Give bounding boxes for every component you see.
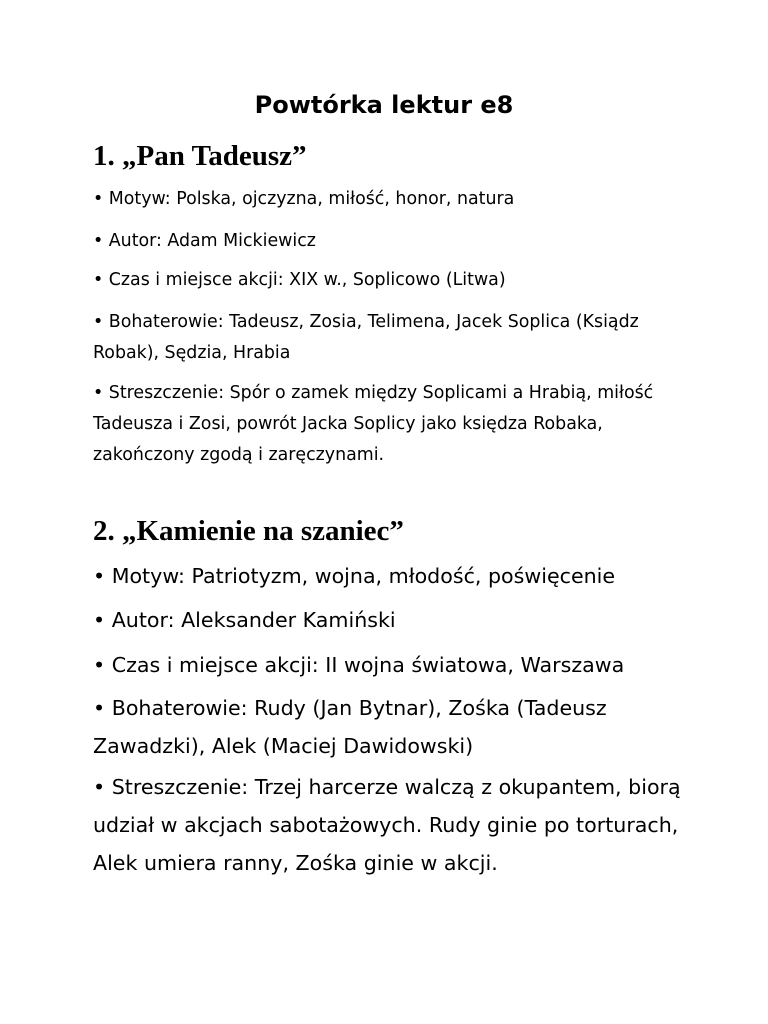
list-item-streszczenie: • Streszczenie: Trzej harcerze walczą z okupantem, biorą udział w akcjach sabotażowych. Rudy ginie po torturach, Alek umiera ranny, Zośka ginie w akcji. bbox=[93, 775, 681, 875]
list-item-motyw: • Motyw: Polska, ojczyzna, miłość, honor, natura bbox=[93, 189, 515, 209]
list-item-bohaterowie: • Bohaterowie: Tadeusz, Zosia, Telimena, Jacek Soplica (Ksiądz Robak), Sędzia, Hrabia bbox=[93, 312, 639, 363]
list-item-autor: • Autor: Aleksander Kamiński bbox=[93, 608, 396, 632]
list-item-streszczenie: • Streszczenie: Spór o zamek między Soplicami a Hrabią, miłość Tadeusza i Zosi, powrót Jacka Soplicy jako księdza Robaka, zakończony zgodą i zaręczynami. bbox=[93, 383, 654, 465]
list-item-bohaterowie: • Bohaterowie: Rudy (Jan Bytnar), Zośka (Tadeusz Zawadzki), Alek (Maciej Dawidowski) bbox=[93, 696, 607, 758]
list-item-czas-miejsce: • Czas i miejsce akcji: II wojna światowa, Warszawa bbox=[93, 653, 625, 677]
list-item-czas-miejsce: • Czas i miejsce akcji: XIX w., Soplicowo (Litwa) bbox=[93, 270, 506, 290]
document-title: Powtórka lektur e8 bbox=[254, 91, 514, 119]
list-item-autor: • Autor: Adam Mickiewicz bbox=[93, 231, 316, 251]
section-heading: 1. „Pan Tadeusz” bbox=[93, 140, 307, 172]
list-item-motyw: • Motyw: Patriotyzm, wojna, młodość, poświęcenie bbox=[93, 564, 616, 588]
section-heading: 2. „Kamienie na szaniec” bbox=[93, 515, 404, 547]
